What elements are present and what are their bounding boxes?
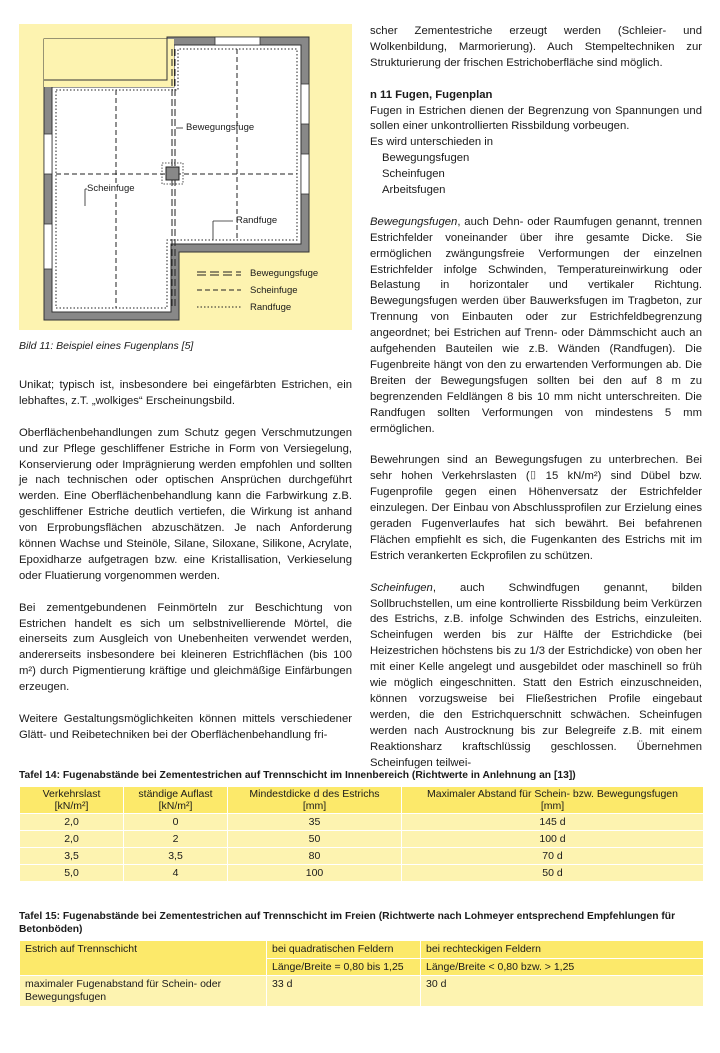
table-cell: 100 d: [402, 831, 704, 848]
column-header: Verkehrslast [kN/m²]: [20, 787, 124, 814]
table-row: [20, 848, 704, 865]
paragraph: Weitere Gestaltungsmöglichkeiten können mittels verschiedener Glätt- und Reibetechniken bei der Oberflächenbehandlung fri-: [19, 712, 352, 741]
column-header: ständige Auflast [kN/m²]: [124, 787, 228, 814]
figure-caption: Bild 11: Beispiel eines Fugenplans [5]: [19, 340, 194, 352]
table-cell: 2,0: [20, 814, 124, 831]
paragraph: Bewehrungen sind an Bewegungsfugen zu unterbrechen. Bei sehr hohen Verkehrslasten (⌷ 15 kN/m²) sind Dübel bzw. Fugenprofile gegen einen Höhenversatz der Estrichfelder einzulegen. Der Einbau von Abschlussprofilen zur Erzielung eines geraden Fugenverlaufes hat sich bewährt. Bei befahrenen Flächen empfiehlt es sich, die Fugenkanten des Estrichs mit im Estrich verankerten Eckprofilen zu schützen.: [370, 454, 702, 562]
table-cell: 33 d: [267, 976, 421, 1007]
term-bewegungsfugen: Bewegungsfugen: [370, 215, 458, 228]
paragraph: Oberflächenbehandlungen zum Schutz gegen Verschmutzungen und zur Pflege geschliffener Estriche in Form von Versiegelung, Konservierung oder Imprägnierung werden empfohlen und sollten je nach technischen oder optischen Ansprüchen durchgeführt werden. Eine Oberflächenbehandlung kann die Farbwirkung z.B. geschliffener Estriche deutlich vertiefen, die Wirkung ist anhand von Erprobungsflächen abzuschätzen. Je nach Anforderung können Wachse und Steinöle, Silane, Siloxane, Silikone, Acrylate, Epoxidharze aufgetragen bzw. eine Kristallisation, Verkieselung oder Fluatierung vorgenommen werden.: [19, 426, 352, 582]
table-cell: 2,0: [20, 831, 124, 848]
paragraph-text: , auch Schwindfugen genannt, bilden Sollbruchstellen, um eine kontrollierte Rissbildung beim Verkürzen des Estrichs, z.B. infolge Schwinden des Estrichs, einzuleiten. Scheinfugen werden bis zur Hälfte der Estrichdicke (bei Heizestrichen höchstens bis zu 1/3 der Estrichdicke) von oben her mit einer Kelle angelegt und ausgebildet oder maschinell so früh wie möglich eingeschnitten. Statt den Estrich einzuschneiden, können vorzugsweise bei Fließestrichen Profile eingebaut werden, die den Estrichquerschnitt schwächen. Scheinfugen werden nach Austrocknung bis zur Belegreife z.B. mit einem Reaktionsharz kraftschlüssig geschlossen. Übernehmen Scheinfugen teilwei-: [370, 581, 702, 769]
table-row: [20, 831, 704, 848]
table-cell: bei quadratischen Feldern: [267, 941, 421, 959]
table-cell: 145 d: [402, 814, 704, 831]
table-cell: 3,5: [124, 848, 228, 865]
table-cell: 70 d: [402, 848, 704, 865]
table-cell: maximaler Fugenabstand für Schein- oder Bewegungsfugen: [20, 976, 267, 1007]
table-row: [20, 814, 704, 831]
table-cell: bei rechteckigen Feldern: [421, 941, 704, 959]
paragraph: scher Zementestriche erzeugt werden (Schleier- und Wolkenbildung, Marmorierung). Auch Stempeltechniken zur Strukturierung der frischen Estrichoberfläche sind möglich.: [370, 25, 702, 69]
floor-plan-drawing: [19, 24, 352, 330]
paragraph: [370, 581, 702, 772]
paragraph: Fugen in Estrichen dienen der Begrenzung von Spannungen und sollen einer unkontrollierten Rissbildung vorbeugen.: [370, 104, 702, 133]
list-item: Scheinfugen: [382, 168, 445, 181]
paragraph: Es wird unterschieden in: [370, 136, 494, 149]
right-column: [370, 24, 702, 772]
table-cell: 0: [124, 814, 228, 831]
left-column: [19, 378, 352, 744]
table15: [19, 940, 704, 1007]
table-cell: 100: [228, 865, 402, 882]
table-cell: Länge/Breite = 0,80 bis 1,25: [267, 958, 421, 976]
legend-bewegungsfuge: Bewegungsfuge: [250, 268, 319, 279]
figure-fugenplan: [19, 24, 352, 330]
table-cell: 35: [228, 814, 402, 831]
column-header: Maximaler Abstand für Schein- bzw. Bewegungsfugen [mm]: [402, 787, 704, 814]
table-row: [20, 865, 704, 882]
table-cell: 50: [228, 831, 402, 848]
table14-title: Tafel 14: Fugenabstände bei Zementestrichen auf Trennschicht im Innenbereich (Richtwerte in Anlehnung an [13]): [19, 770, 576, 781]
table14: [19, 786, 704, 882]
table-cell: 30 d: [421, 976, 704, 1007]
table15-title: Tafel 15: Fugenabstände bei Zementestrichen auf Trennschicht im Freien (Richtwerte nach Lohmeyer entsprechend Empfehlungen für Betonböden): [19, 911, 676, 935]
section-heading: n 11 Fugen, Fugenplan: [370, 88, 493, 101]
table-cell: 3,5: [20, 848, 124, 865]
table-cell: 4: [124, 865, 228, 882]
table-cell: Estrich auf Trennschicht: [20, 941, 267, 976]
paragraph-text: , auch Dehn- oder Raumfugen genannt, trennen Estrichfelder voneinander über ihre gesamte Dicke. Sie ermöglichen zwängungsfreie Verformungen der einzelnen Estrichfelder infolge Schwinden, Temperatureinwirkung oder Belastung in horizontaler und vertikaler Richtung. Bewegungsfugen werden über Bauwerksfugen im Tragbeton, zur Trennung von Einbauten oder zur Estrichfeldbegrenzung angeordnet; bei Estrichen auf Trenn- oder Dämmschicht auch an aufgehenden Bauteilen wie z.B. Wänden (Randfugen). Die Fugenbreite hängt von den zu erwartenden Verformungen ab. Die Breiten der Bewegungsfugen sollten bei den auf 8 m zu begrenzenden Feldlängen 8 bis 10 mm nicht unterschreiten. Die Randfugen sollten Verformungen von mindestens 5 mm ermöglichen.: [370, 215, 702, 435]
paragraph: Bei zementgebundenen Feinmörteln zur Beschichtung von Estrichen handelt es sich um selbstnivellierende Mörtel, die einerseits zum Ausgleich von Unebenheiten verwendet werden, andererseits insbesondere bei kleineren Estrichflächen (bis 100 m²) durch Pigmentierung kräftige und gleichmäßige Einfärbungen erzeugen.: [19, 601, 352, 694]
table-cell: 80: [228, 848, 402, 865]
legend-scheinfuge: Scheinfuge: [250, 285, 298, 296]
paragraph: Unikat; typisch ist, insbesondere bei eingefärbten Estrichen, ein lebhaftes, z.T. „wolkiges“ Erscheinungsbild.: [19, 379, 352, 407]
table-header-row: [20, 787, 704, 814]
label-randfuge: Randfuge: [236, 215, 278, 226]
table-row: [20, 976, 704, 1007]
list-item: Bewegungsfugen: [382, 152, 470, 165]
paragraph: [370, 215, 702, 438]
table-cell: Länge/Breite < 0,80 bzw. > 1,25: [421, 958, 704, 976]
table-cell: 2: [124, 831, 228, 848]
list-item: Arbeitsfugen: [382, 184, 446, 197]
table-cell: 50 d: [402, 865, 704, 882]
table-cell: 5,0: [20, 865, 124, 882]
term-scheinfugen: Scheinfugen: [370, 581, 433, 594]
label-scheinfuge: Scheinfuge: [87, 183, 135, 194]
column-header: Mindestdicke d des Estrichs [mm]: [228, 787, 402, 814]
label-bewegungsfuge: Bewegungsfuge: [186, 122, 255, 133]
legend-randfuge: Randfuge: [250, 302, 292, 313]
table-header-row: [20, 941, 704, 959]
